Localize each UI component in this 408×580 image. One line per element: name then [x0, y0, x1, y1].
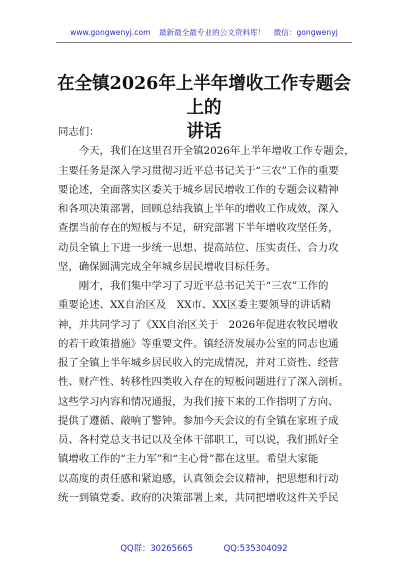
body-line: 提供了遵循、敲响了警钟。参加今天会议的有全镇在家班子成	[58, 414, 339, 427]
body-line: 神，并共同学习了《XX自治区关于 2026年促进农牧民增收	[58, 318, 339, 331]
body-line: 要论述，全面落实区委关于城乡居民增收工作的专题会议精神	[58, 183, 339, 196]
header-wechat: 微信：gongwenyj	[273, 28, 338, 37]
page-footer	[0, 542, 408, 554]
header-divider	[56, 42, 352, 43]
body-line: 以高度的责任感和紧迫感，认真领会会议精神，把思想和行动	[58, 472, 339, 485]
body-line: 动员全镇上下进一步统一思想、提高站位、压实责任、合力攻	[58, 241, 339, 254]
body-line: 刚才，我们集中学习了习近平总书记关于“三农”工作的	[58, 280, 329, 292]
body-line: 重要论述、XX自治区及 XX市、XX区委主要领导的讲话精	[58, 299, 331, 312]
body-line: 员、各村党总支书记以及全体干部职工，可以说，我们抓好全	[58, 434, 339, 446]
body-line: 查摆当前存在的短板与不足，研究部署下半年增收攻坚任务，	[58, 222, 339, 235]
page-header	[0, 27, 408, 38]
header-site-link[interactable]: www.gongwenyj.com	[70, 28, 151, 37]
body-line: 这些学习内容和情况通报，为我们接下来的工作指明了方向、	[58, 395, 339, 408]
body-line: 同志们：	[58, 126, 100, 138]
body-line: 统一到镇党委、政府的决策部署上来，共同把增收这件关乎民	[58, 491, 339, 504]
body-line: 性、财产性、转移性四类收入存在的短板问题进行了深入剖析。	[58, 376, 349, 389]
body-line: 主要任务是深入学习贯彻习近平总书记关于“三农”工作的重要	[58, 164, 339, 177]
title-line-2: 讲话	[186, 122, 222, 142]
body-line: 报了全镇上半年城乡居民收入的完成情况，并对工资性、经营	[58, 357, 339, 369]
body-line: 今天，我们在这里召开全镇2026年上半年增收工作专题会，	[58, 145, 355, 158]
document-body	[58, 123, 360, 508]
footer-qq-group[interactable]: QQ群：30265665	[120, 543, 193, 553]
title-line-1: 在全镇2026年上半年增收工作专题会上的	[57, 74, 351, 118]
body-line: 坚，确保圆满完成全年城乡居民增收目标任务。	[58, 260, 277, 273]
body-line: 和各项决策部署，回顾总结我镇上半年的增收工作成效，深入	[58, 203, 339, 215]
header-slogan: 最新最全最专业的公文资料库！	[158, 28, 266, 37]
body-line: 的若干政策措施》等重要文件。镇经济发展办公室的同志也通	[58, 337, 339, 350]
body-line: 镇增收工作的“主力军”和“主心骨”都在这里。希望大家能	[58, 453, 319, 466]
footer-qq[interactable]: QQ:535304092	[223, 543, 288, 553]
